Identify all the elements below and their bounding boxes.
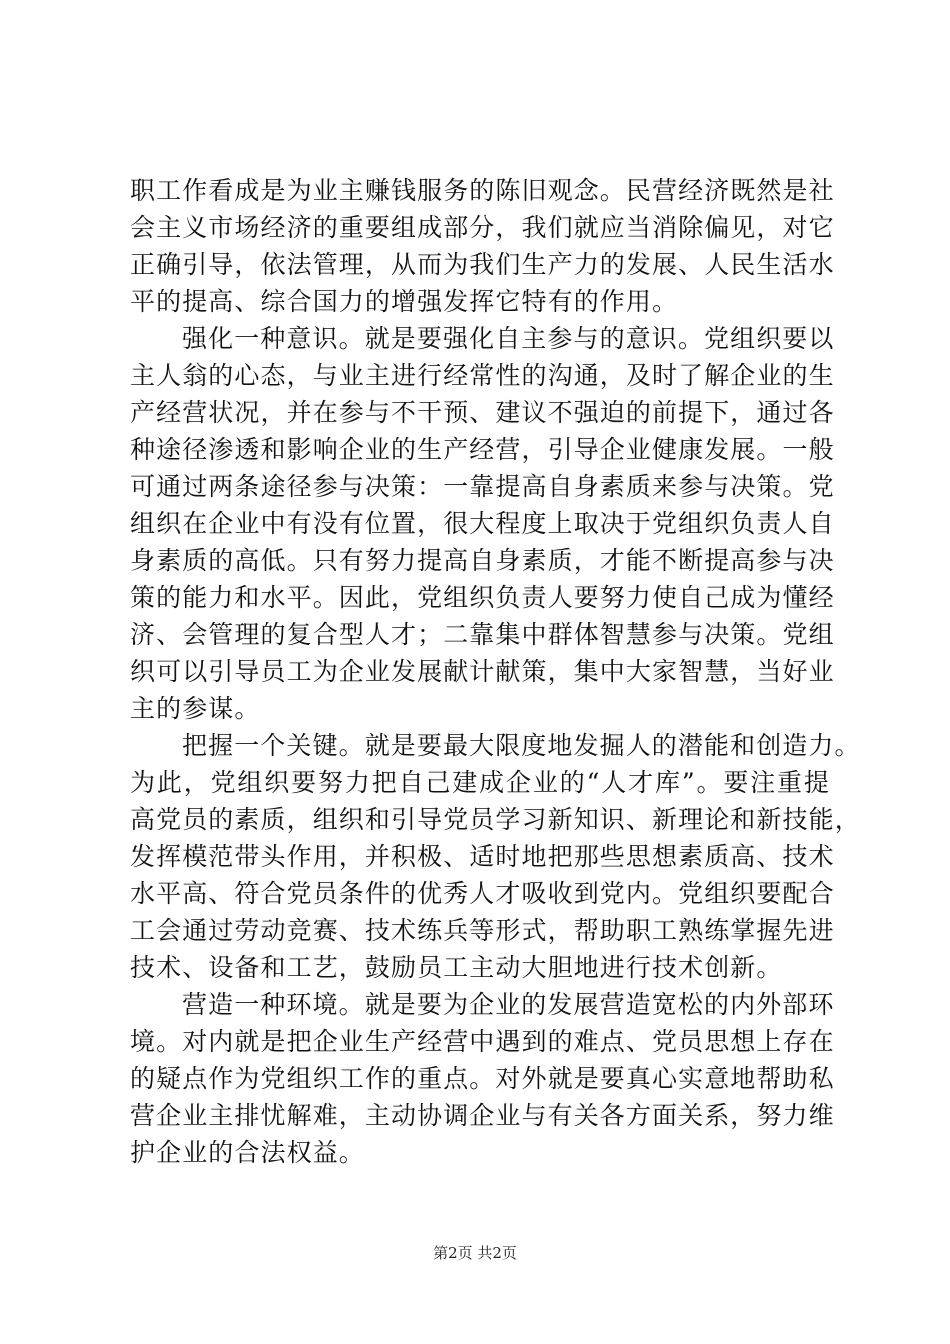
text-line: 职工作看成是为业主赚钱服务的陈旧观念。民营经济既然是社 xyxy=(130,176,835,205)
page-footer: 第2页 共2页 xyxy=(433,1244,517,1262)
text-line: 工会通过劳动竞赛、技术练兵等形式，帮助职工熟练掌握先进 xyxy=(130,916,835,945)
text-line: 为此，党组织要努力把自己建成企业的“人才库”。要注重提 xyxy=(130,768,830,797)
text-line: 织可以引导员工为企业发展献计献策，集中大家智慧，当好业 xyxy=(130,657,835,686)
text-line: 发挥模范带头作用，并积极、适时地把那些思想素质高、技术 xyxy=(130,842,835,871)
text-line: 护企业的合法权益。 xyxy=(130,1138,365,1167)
text-line: 的疑点作为党组织工作的重点。对外就是要真心实意地帮助私 xyxy=(130,1064,835,1093)
body-text xyxy=(130,172,861,1171)
text-line: 主人翁的心态，与业主进行经常性的沟通，及时了解企业的生 xyxy=(130,361,835,390)
text-line: 境。对内就是把企业生产经营中遇到的难点、党员思想上存在 xyxy=(130,1027,835,1056)
text-line: 平的提高、综合国力的增强发挥它特有的作用。 xyxy=(130,287,679,316)
text-line: 营企业主排忧解难，主动协调企业与有关各方面关系，努力维 xyxy=(130,1101,835,1130)
paragraph-first-line: 强化一种意识。就是要强化自主参与的意识。党组织要以 xyxy=(182,324,835,353)
text-line: 种途径渗透和影响企业的生产经营，引导企业健康发展。一般 xyxy=(130,435,835,464)
text-line: 技术、设备和工艺，鼓励员工主动大胆地进行技术创新。 xyxy=(130,953,783,982)
paragraph-first-line: 营造一种环境。就是要为企业的发展营造宽松的内外部环 xyxy=(182,990,835,1019)
text-line: 组织在企业中有没有位置，很大程度上取决于党组织负责人自 xyxy=(130,509,835,538)
text-line: 主的参谋。 xyxy=(130,694,261,723)
text-line: 会主义市场经济的重要组成部分，我们就应当消除偏见，对它 xyxy=(130,213,835,242)
text-line: 身素质的高低。只有努力提高自身素质，才能不断提高参与决 xyxy=(130,546,835,575)
text-line: 策的能力和水平。因此，党组织负责人要努力使自己成为懂经 xyxy=(130,583,835,612)
text-line: 产经营状况，并在参与不干预、建议不强迫的前提下，通过各 xyxy=(130,398,835,427)
text-line: 水平高、符合党员条件的优秀人才吸收到党内。党组织要配合 xyxy=(130,879,835,908)
paragraph-first-line: 把握一个关键。就是要最大限度地发掘人的潜能和创造力。 xyxy=(182,731,861,760)
text-line: 可通过两条途径参与决策：一靠提高自身素质来参与决策。党 xyxy=(130,472,835,501)
text-line: 高党员的素质，组织和引导党员学习新知识、新理论和新技能， xyxy=(130,805,861,834)
text-line: 正确引导，依法管理，从而为我们生产力的发展、人民生活水 xyxy=(130,250,835,279)
text-line: 济、会管理的复合型人才；二靠集中群体智慧参与决策。党组 xyxy=(130,620,835,649)
